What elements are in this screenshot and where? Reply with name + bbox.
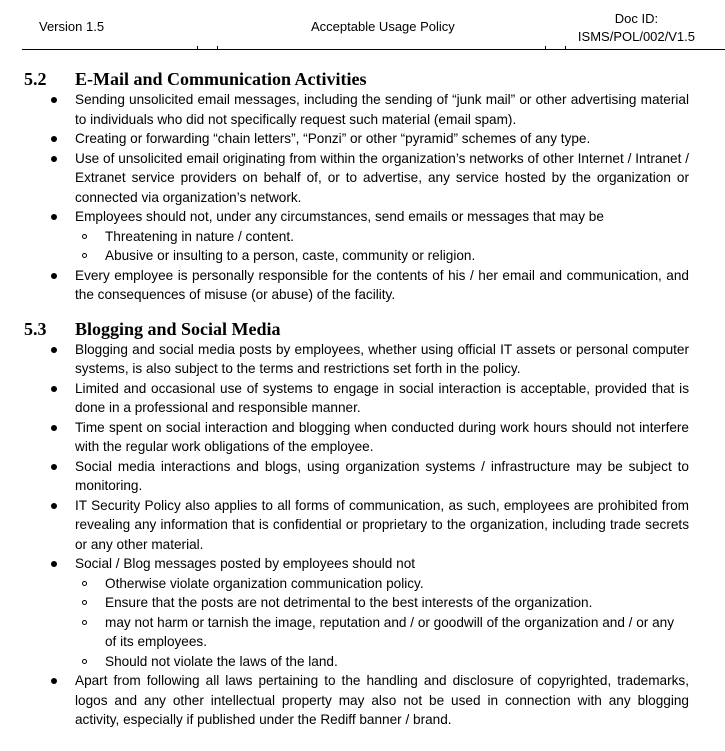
- section-5-2: [0, 68, 725, 305]
- circle-bullet-icon: [82, 234, 87, 239]
- doc-id: [578, 10, 695, 46]
- version-label: Version 1.5: [39, 19, 105, 34]
- section-number: 5.2: [24, 69, 47, 89]
- sub-list-item: Threatening in nature / content.: [105, 227, 689, 247]
- sub-list-item: Abusive or insulting to a person, caste, community or religion.: [105, 246, 689, 266]
- circle-bullet-icon: [82, 253, 87, 258]
- bullet-icon: [51, 503, 57, 509]
- page-header: [0, 0, 725, 50]
- list-item: Sending unsolicited email messages, including the sending of “junk mail” or other advertising material to individuals who did not specifically request such material (email spam).: [0, 90, 725, 129]
- sub-list: [75, 227, 689, 266]
- bullet-list: [0, 90, 725, 305]
- bullet-icon: [51, 678, 57, 684]
- list-item: Apart from following all laws pertaining to the handling and disclosure of copyrighted, trademarks, logos and any other intellectual property may also not be used in connection with any blogging activity, especially if published under the Rediff banner / brand.: [0, 671, 725, 730]
- list-item: Social media interactions and blogs, using organization systems / infrastructure may be subject to monitoring.: [0, 457, 725, 496]
- bullet-icon: [51, 425, 57, 431]
- sub-list-item: Otherwise violate organization communication policy.: [105, 574, 689, 594]
- bullet-icon: [51, 386, 57, 392]
- document-body: [0, 68, 725, 730]
- circle-bullet-icon: [82, 620, 87, 625]
- bullet-list: [0, 340, 725, 730]
- section-5-3: [0, 318, 725, 730]
- sub-list: [75, 574, 689, 672]
- circle-bullet-icon: [82, 581, 87, 586]
- section-heading: [0, 318, 725, 340]
- section-heading: [0, 68, 725, 90]
- doc-id-label: Doc ID:: [614, 11, 659, 26]
- bullet-icon: [51, 136, 57, 142]
- list-item: Time spent on social interaction and blogging when conducted during work hours should not interfere with the regular work obligations of the employee.: [0, 418, 725, 457]
- section-title: E-Mail and Communication Activities: [75, 69, 367, 89]
- list-item: Limited and occasional use of systems to engage in social interaction is acceptable, provided that is done in a professional and responsible manner.: [0, 379, 725, 418]
- header-divider: [22, 49, 725, 50]
- list-item: Every employee is personally responsible for the contents of his / her email and communication, and the consequences of misuse (or abuse) of the facility.: [0, 266, 725, 305]
- section-title: Blogging and Social Media: [75, 318, 281, 339]
- sub-list-item: may not harm or tarnish the image, reputation and / or goodwill of the organization and / or any of its employees.: [105, 613, 689, 652]
- list-item: Employees should not, under any circumstances, send emails or messages that may be Threatening in nature / content. Abusive or insulting to a person, caste, community or religion.: [0, 207, 725, 266]
- list-item: Blogging and social media posts by employees, whether using official IT assets or personal computer systems, is also subject to the terms and restrictions set forth in the policy.: [0, 340, 725, 379]
- bullet-icon: [51, 347, 57, 353]
- circle-bullet-icon: [82, 659, 87, 664]
- circle-bullet-icon: [82, 600, 87, 605]
- doc-id-value: ISMS/POL/002/V1.5: [577, 29, 695, 44]
- document-title: Acceptable Usage Policy: [311, 19, 455, 34]
- list-item: Creating or forwarding “chain letters”, “Ponzi” or other “pyramid” schemes of any type.: [0, 129, 725, 149]
- list-item: Social / Blog messages posted by employees should not Otherwise violate organization communication policy. Ensure that the posts are not detrimental to the best interests of the organization. may not harm or tarnish the image, reputation and / or goodwill of the organization and / or any of its employees. Should not violate the laws of the land.: [0, 554, 725, 671]
- bullet-icon: [51, 561, 57, 567]
- bullet-icon: [51, 273, 57, 279]
- bullet-icon: [51, 156, 57, 162]
- sub-list-item: Ensure that the posts are not detrimental to the best interests of the organization.: [105, 593, 689, 613]
- list-item: IT Security Policy also applies to all forms of communication, as such, employees are prohibited from revealing any information that is confidential or proprietary to the organization, including trade secrets or any other material.: [0, 496, 725, 555]
- bullet-icon: [51, 97, 57, 103]
- list-item: Use of unsolicited email originating from within the organization’s networks of other Internet / Intranet / Extranet service providers on behalf of, or to advertise, any service hosted by the organization or connected via organization’s network.: [0, 149, 725, 208]
- section-number: 5.3: [24, 318, 47, 339]
- bullet-icon: [51, 214, 57, 220]
- bullet-icon: [51, 464, 57, 470]
- sub-list-item: Should not violate the laws of the land.: [105, 652, 689, 672]
